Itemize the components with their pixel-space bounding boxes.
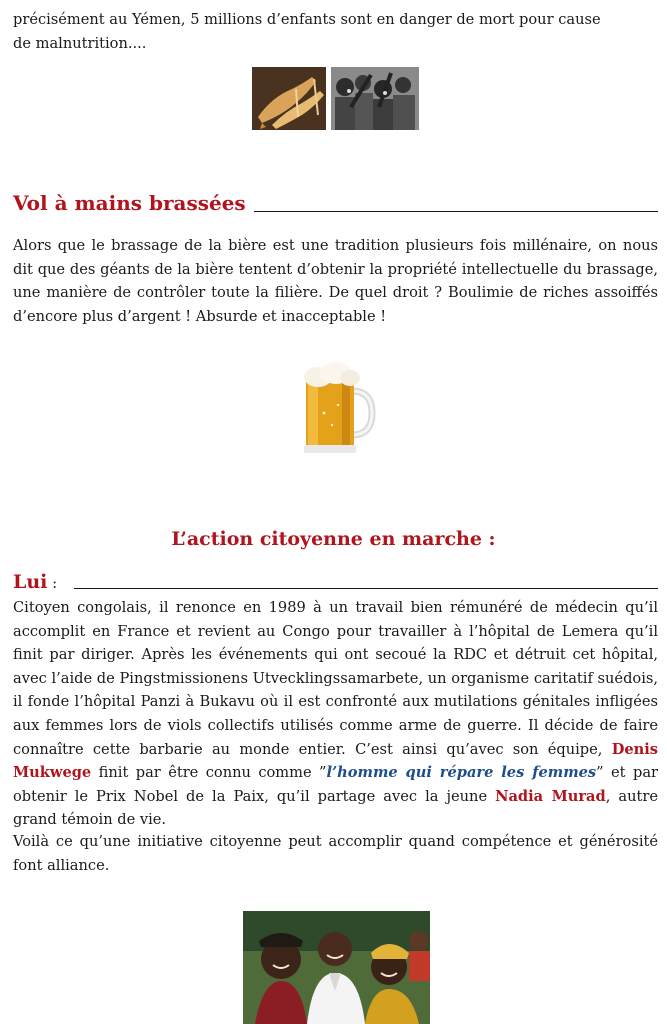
intro-paragraph [13,8,658,55]
mukwege-text-2: finit par être connu comme ” [91,764,327,782]
conclusion-paragraph: Voilà ce qu’une initiative citoyenne peut accomplir quand compétence et générosité font alliance. [13,833,658,874]
mukwege-paragraph [13,596,658,832]
subhead-lui [13,570,57,595]
section-heading-action-citoyenne: L’action citoyenne en marche : [171,528,496,550]
subhead-lui-label: Lui [13,571,48,593]
brassage-paragraph: Alors que le brassage de la bière est une tradition plusieurs fois millénaire, on nous dit que des géants de la bière tentent d’obtenir la propriété intellectuelle du brassage, une manière de contrôler toute la filière. De quel droit ? Boulimie de riches assoiffés d’encore plus d’argent ! Absurde et inacceptable ! [13,237,658,325]
mukwege-text-1: Citoyen congolais, il renonce en 1989 à un travail bien rémunéré de médecin qu’il accomplit en France et revient au Congo pour travailler à l’hôpital de Lemera qu’il finit par diriger. Après les événements qui ont secoué la RDC et détruit cet hôpital, avec l’aide de Pingstmissionens Utvecklingssamarbete, un organisme caritatif suédois, il fonde l’hôpital Panzi à Bukavu où il est confronté aux mutilations génitales infligées aux femmes lors de viols collectifs utilisés comme arme de guerre. Il décide de faire connaître cette barbarie au monde entier. C’est ainsi qu’avec son équipe, [13,599,658,758]
hungry-children-image [331,67,419,130]
section-heading-vol: Vol à mains brassées [13,191,246,215]
quote-repare-les-femmes: l’homme qui répare les femmes [326,764,597,782]
intro-line-1: précisément au Yémen, 5 millions d’enfants sont en danger de mort pour cause [13,11,601,28]
golden-shoes-image [252,67,326,130]
mukwege-text-3: ” et par obtenir le Prix Nobel de la Paix, qu’il partage avec la jeune [13,764,658,805]
mukwege-group-photo [243,911,430,1024]
subhead-lui-colon: : [47,574,58,592]
subhead-underline-rule [74,588,658,589]
mukwege-text-4: , autre grand témoin de vie. [13,787,658,829]
name-denis-mukwege: Denis Mukwege [13,740,658,782]
intro-line-2: de malnutrition.... [13,34,147,52]
heading-underline-rule [254,211,658,212]
name-nadia-murad: Nadia Murad [495,787,606,805]
beer-mug-image [296,353,376,457]
